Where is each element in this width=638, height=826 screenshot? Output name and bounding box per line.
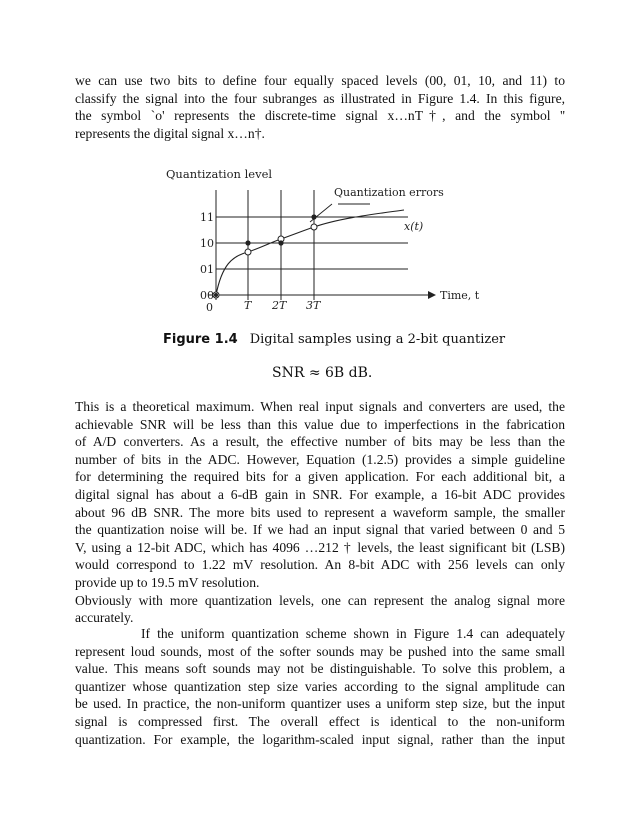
text-line: the quantization noise will be. If we had an input signal that varied between 0 and 5 <box>75 522 565 538</box>
text-line: accurately. <box>75 610 134 626</box>
text-line: achievable SNR will be less than this value due to imperfections in the fabrication <box>75 416 565 432</box>
tick-label-3T: 3T <box>306 299 321 312</box>
text-line: about 96 dB SNR. The more bits used to represent a waveform sample, the smaller <box>75 504 565 520</box>
tick-label-0: 0 <box>206 301 213 314</box>
figure-caption <box>163 332 563 347</box>
digital-sample-T <box>245 240 250 245</box>
paragraph-nonuniform <box>75 625 565 748</box>
y-axis-label: Quantization level <box>166 167 273 181</box>
signal-label: x(t) <box>404 220 424 233</box>
text-line: be used. In practice, the non-uniform quantizer uses a uniform step size, but the input <box>75 696 565 712</box>
quantization-figure <box>160 160 500 350</box>
text-line: If the uniform quantization scheme shown in Figure 1.4 can adequately <box>141 626 565 641</box>
annotation-label: Quantization errors <box>334 186 444 199</box>
text-line: digital signal has about a 6-dB gain in SNR. For example, a 16-bit ADC provides <box>75 486 565 502</box>
caption-label: Figure 1.4 <box>163 332 238 347</box>
text-line: for determining the required bits for a given application. For each additional bit, a <box>75 469 565 485</box>
digital-sample-0 <box>214 293 218 297</box>
text-line: represents the digital signal x…n†. <box>75 125 265 141</box>
text-line: Obviously with more quantization levels, one can represent the analog signal more <box>75 592 565 608</box>
paragraph-intro <box>75 72 565 142</box>
text-line: would correspond to 1.22 mV resolution. An 8-bit ADC with 256 levels can only <box>75 557 565 573</box>
level-label-00: 00 <box>200 289 214 302</box>
level-label-11: 11 <box>200 211 214 224</box>
text-line: provide up to 19.5 mV resolution. <box>75 574 260 590</box>
digital-sample-2T <box>278 240 283 245</box>
text-line: we can use two bits to define four equally spaced levels (00, 01, 10, and 11) to <box>75 73 565 88</box>
caption-text: Digital samples using a 2-bit quantizer <box>249 332 506 347</box>
tick-label-2T: 2T <box>272 299 287 312</box>
signal-curve <box>216 210 404 295</box>
text-line: number of bits in the ADC. However, Equation (1.2.5) provides a simple guideline <box>75 451 565 467</box>
text-line: of A/D converters. As a result, the effective number of bits may be less than the <box>75 434 565 450</box>
discrete-sample-T <box>245 249 251 255</box>
text-line: represent loud sounds, most of the softer sounds may be pushed into the same small <box>75 643 565 659</box>
arrow-head-icon <box>428 291 436 299</box>
text-line: This is a theoretical maximum. When real input signals and converters are used, the <box>75 399 565 414</box>
tick-label-T: T <box>244 299 252 312</box>
level-label-01: 01 <box>200 263 214 276</box>
snr-formula: SNR ≈ 6B dB. <box>272 365 373 381</box>
digital-sample-3T <box>311 214 316 219</box>
text-line: V, using a 12-bit ADC, which has 4096 …212 † levels, the least significant bit (LSB) <box>75 539 565 555</box>
text-line: quantization. For example, the logarithm-scaled input signal, rather than the input <box>75 731 565 747</box>
text-line: classify the signal into the four subranges as illustrated in Figure 1.4. In this figure, <box>75 90 565 106</box>
level-label-10: 10 <box>200 237 214 250</box>
text-line: quantizer whose quantization step size varies according to the signal amplitude can <box>75 678 565 694</box>
text-line: the symbol `o' represents the discrete-time signal x…nT†, and the symbol '' <box>75 108 565 124</box>
text-line: value. This means soft sounds may not be distinguishable. To solve this problem, a <box>75 661 565 677</box>
discrete-sample-3T <box>311 224 317 230</box>
x-axis-label: Time, t <box>440 289 480 302</box>
paragraph-snr <box>75 398 565 627</box>
text-line: signal is compressed first. The overall effect is identical to the non-uniform <box>75 713 565 729</box>
error-bracket <box>310 204 370 222</box>
